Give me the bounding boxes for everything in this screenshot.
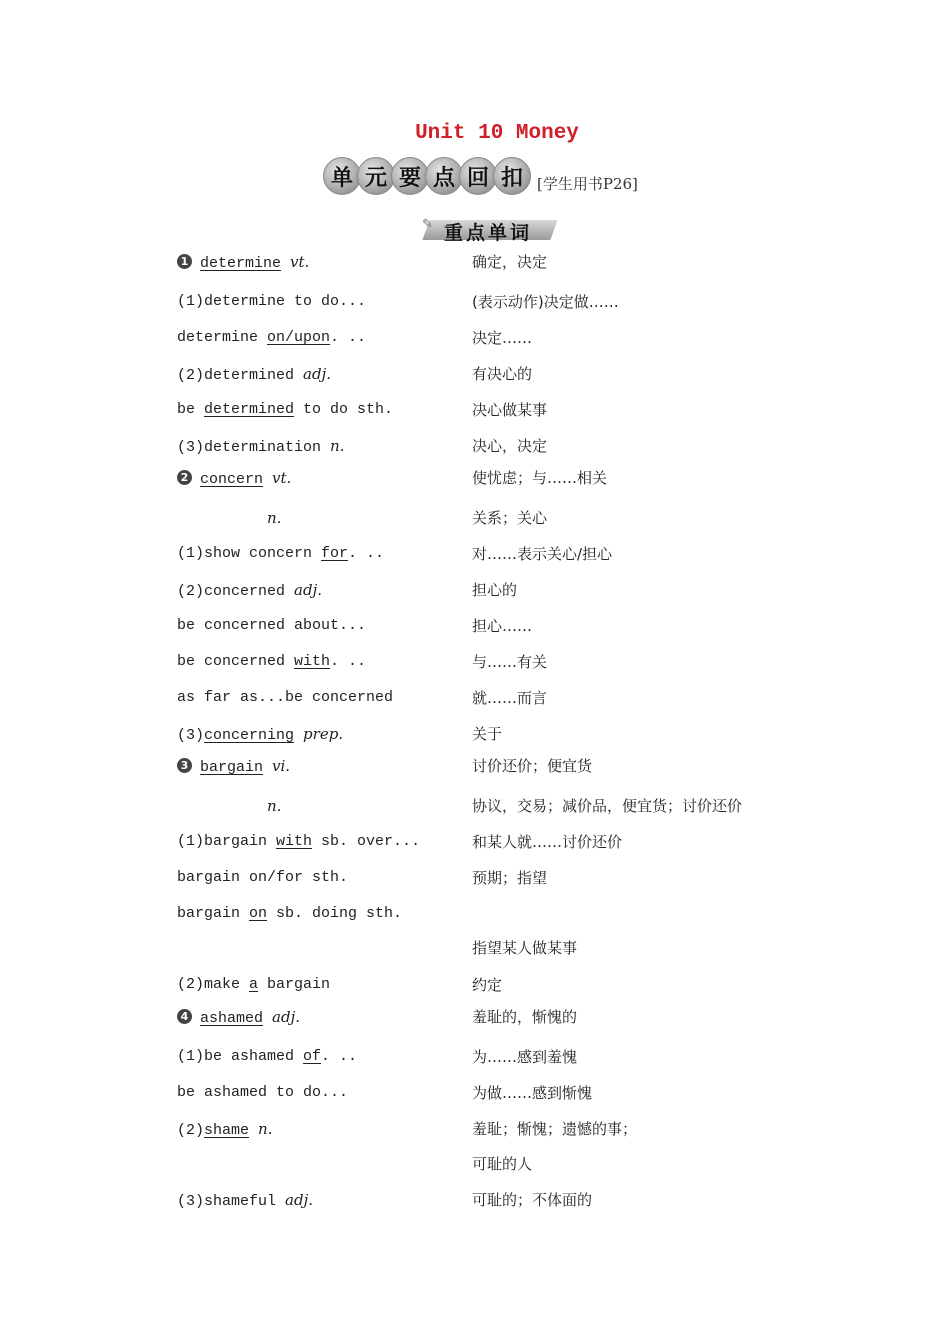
underlined-word: determined xyxy=(204,401,295,418)
underlined-word: a xyxy=(249,976,259,993)
phrase-text: sb. over... xyxy=(312,833,421,850)
chinese-meaning: 有决心的 xyxy=(472,365,533,383)
part-of-speech: n. xyxy=(330,437,345,455)
phrase-text: be ashamed to do... xyxy=(177,1084,349,1101)
phrase-text: (2)concerned xyxy=(177,583,295,600)
underlined-word: on xyxy=(249,905,268,922)
unit-title: Unit 10 Money xyxy=(415,122,579,145)
phrase-text: sb. doing sth. xyxy=(267,905,403,922)
phrase-text xyxy=(263,1010,272,1027)
vocab-row xyxy=(0,543,950,565)
phrase-text: (3)determination xyxy=(177,439,331,456)
section-heading-text: 重点单词 xyxy=(444,222,533,244)
vocab-row xyxy=(0,723,950,745)
phrase-text xyxy=(263,471,272,488)
english-phrase xyxy=(177,507,281,531)
phrase-text: (2) xyxy=(177,1122,205,1139)
vocab-row xyxy=(0,903,950,925)
book-reference: [学生用书P26] xyxy=(537,175,638,193)
underlined-word: of xyxy=(303,1048,322,1065)
phrase-text: . .. xyxy=(348,545,385,562)
phrase-text: (2)determined xyxy=(177,367,304,384)
english-phrase xyxy=(177,1189,313,1213)
chinese-meaning: 关于 xyxy=(472,725,503,743)
chinese-meaning: 担心…… xyxy=(472,617,533,635)
underlined-word: with xyxy=(294,653,331,670)
english-phrase xyxy=(177,543,384,565)
chinese-meaning: 可耻的；不体面的 xyxy=(472,1191,593,1209)
english-phrase xyxy=(177,467,291,491)
entry-number: 4 xyxy=(177,1009,192,1024)
vocab-row xyxy=(0,867,950,889)
english-phrase xyxy=(177,435,344,459)
english-phrase xyxy=(177,795,281,819)
entry-number: 2 xyxy=(177,470,192,485)
phrase-text: to do sth. xyxy=(294,401,394,418)
phrase-text: bargain xyxy=(177,905,250,922)
phrase-text xyxy=(281,255,290,272)
chinese-meaning: 决心做某事 xyxy=(472,401,548,419)
vocab-row xyxy=(0,1153,950,1175)
phrase-text: be concerned xyxy=(177,653,295,670)
phrase-text: (2)make xyxy=(177,976,250,993)
part-of-speech: adj. xyxy=(303,365,331,383)
underlined-word: concerning xyxy=(204,727,295,744)
entry-number: 3 xyxy=(177,758,192,773)
chinese-meaning: 决心，决定 xyxy=(472,437,548,455)
part-of-speech: vt. xyxy=(290,253,310,271)
vocab-row xyxy=(0,467,950,489)
chinese-meaning: 担心的 xyxy=(472,581,518,599)
english-phrase xyxy=(177,903,402,925)
banner-char: 单 xyxy=(323,157,361,195)
english-phrase xyxy=(177,755,290,779)
english-phrase xyxy=(177,974,330,996)
chinese-meaning: 关系；关心 xyxy=(472,509,548,527)
english-phrase xyxy=(177,1046,357,1068)
vocab-row xyxy=(0,363,950,385)
vocab-row xyxy=(0,755,950,777)
banner-char: 点 xyxy=(425,157,463,195)
underlined-word: bargain xyxy=(200,759,264,776)
chinese-meaning: 可耻的人 xyxy=(472,1155,533,1173)
vocab-row xyxy=(0,291,950,313)
part-of-speech: adj. xyxy=(294,581,322,599)
chinese-meaning: 与……有关 xyxy=(472,653,548,671)
banner-char: 要 xyxy=(391,157,429,195)
pen-icon: ✎ xyxy=(422,217,433,232)
english-phrase xyxy=(177,1082,348,1104)
phrase-text xyxy=(294,727,303,744)
english-phrase xyxy=(177,327,366,349)
part-of-speech: adj. xyxy=(285,1191,313,1209)
vocab-row xyxy=(0,937,950,959)
part-of-speech: n. xyxy=(258,1120,273,1138)
phrase-text: (1)bargain xyxy=(177,833,277,850)
chinese-meaning: 羞耻的，惭愧的 xyxy=(472,1008,578,1026)
vocab-row xyxy=(0,251,950,273)
underlined-word: on/upon xyxy=(267,329,331,346)
chinese-meaning: 预期；指望 xyxy=(472,869,548,887)
phrase-text xyxy=(263,759,272,776)
phrase-text: (3) xyxy=(177,727,205,744)
chinese-meaning: 指望某人做某事 xyxy=(472,939,578,957)
entry-number: 1 xyxy=(177,254,192,269)
vocab-row xyxy=(0,327,950,349)
phrase-text: bargain on/for sth. xyxy=(177,869,349,886)
chinese-meaning: 和某人就……讨价还价 xyxy=(472,833,623,851)
section-heading xyxy=(422,217,560,244)
underlined-word: with xyxy=(276,833,313,850)
chinese-meaning: 对……表示关心/担心 xyxy=(472,545,613,563)
vocab-row xyxy=(0,974,950,996)
vocab-row xyxy=(0,1082,950,1104)
english-phrase xyxy=(177,1118,272,1142)
banner-char: 扣 xyxy=(493,157,531,195)
english-phrase xyxy=(177,615,366,637)
part-of-speech: prep. xyxy=(303,725,344,743)
phrase-text xyxy=(177,799,267,816)
phrase-text: (1)determine to do... xyxy=(177,293,367,310)
underlined-word: shame xyxy=(204,1122,250,1139)
chinese-meaning: 确定，决定 xyxy=(472,253,548,271)
part-of-speech: n. xyxy=(267,797,282,815)
part-of-speech: vt. xyxy=(272,469,292,487)
phrase-text: bargain xyxy=(258,976,331,993)
chinese-meaning: 约定 xyxy=(472,976,503,994)
vocab-row xyxy=(0,399,950,421)
english-phrase xyxy=(177,831,420,853)
vocab-row xyxy=(0,1189,950,1211)
underlined-word: determine xyxy=(200,255,282,272)
vocab-row xyxy=(0,795,950,817)
part-of-speech: adj. xyxy=(272,1008,300,1026)
chinese-meaning: 决定…… xyxy=(472,329,533,347)
chinese-meaning: 为做……感到惭愧 xyxy=(472,1084,593,1102)
vocab-row xyxy=(0,687,950,709)
phrase-text: as far as...be concerned xyxy=(177,689,394,706)
english-phrase xyxy=(177,579,322,603)
phrase-text: (3)shameful xyxy=(177,1193,286,1210)
vocab-row xyxy=(0,435,950,457)
vocab-row xyxy=(0,1118,950,1140)
chinese-meaning: 讨价还价；便宜货 xyxy=(472,757,593,775)
phrase-text: be concerned about... xyxy=(177,617,367,634)
vocab-row xyxy=(0,1006,950,1028)
english-phrase xyxy=(177,867,348,889)
vocab-row xyxy=(0,615,950,637)
chinese-meaning: 为……感到羞愧 xyxy=(472,1048,578,1066)
vocab-row xyxy=(0,651,950,673)
phrase-text xyxy=(177,511,267,528)
chinese-meaning: 使忧虑；与……相关 xyxy=(472,469,608,487)
chinese-meaning: 就……而言 xyxy=(472,689,548,707)
part-of-speech: n. xyxy=(267,509,282,527)
vocab-row xyxy=(0,507,950,529)
phrase-text: . .. xyxy=(330,653,367,670)
english-phrase xyxy=(177,251,309,275)
section-banner xyxy=(323,156,638,196)
vocab-row xyxy=(0,579,950,601)
phrase-text: determine xyxy=(177,329,268,346)
english-phrase xyxy=(177,363,331,387)
chinese-meaning: 协议，交易；减价品，便宜货；讨价还价 xyxy=(472,797,743,815)
phrase-text xyxy=(249,1122,258,1139)
phrase-text: (1)show concern xyxy=(177,545,322,562)
vocab-row xyxy=(0,1046,950,1068)
vocab-row xyxy=(0,831,950,853)
chinese-meaning: (表示动作)决定做…… xyxy=(472,293,619,311)
phrase-text: . .. xyxy=(321,1048,358,1065)
english-phrase xyxy=(177,723,343,747)
phrase-text: (1)be ashamed xyxy=(177,1048,304,1065)
chinese-meaning: 羞耻；惭愧；遗憾的事； xyxy=(472,1120,638,1138)
underlined-word: concern xyxy=(200,471,264,488)
underlined-word: for xyxy=(321,545,349,562)
english-phrase xyxy=(177,651,366,673)
banner-char: 元 xyxy=(357,157,395,195)
english-phrase xyxy=(177,399,393,421)
banner-char: 回 xyxy=(459,157,497,195)
underlined-word: ashamed xyxy=(200,1010,264,1027)
part-of-speech: vi. xyxy=(272,757,291,775)
phrase-text: . .. xyxy=(330,329,367,346)
english-phrase xyxy=(177,687,393,709)
phrase-text: be xyxy=(177,401,205,418)
english-phrase xyxy=(177,291,366,313)
english-phrase xyxy=(177,1006,300,1030)
